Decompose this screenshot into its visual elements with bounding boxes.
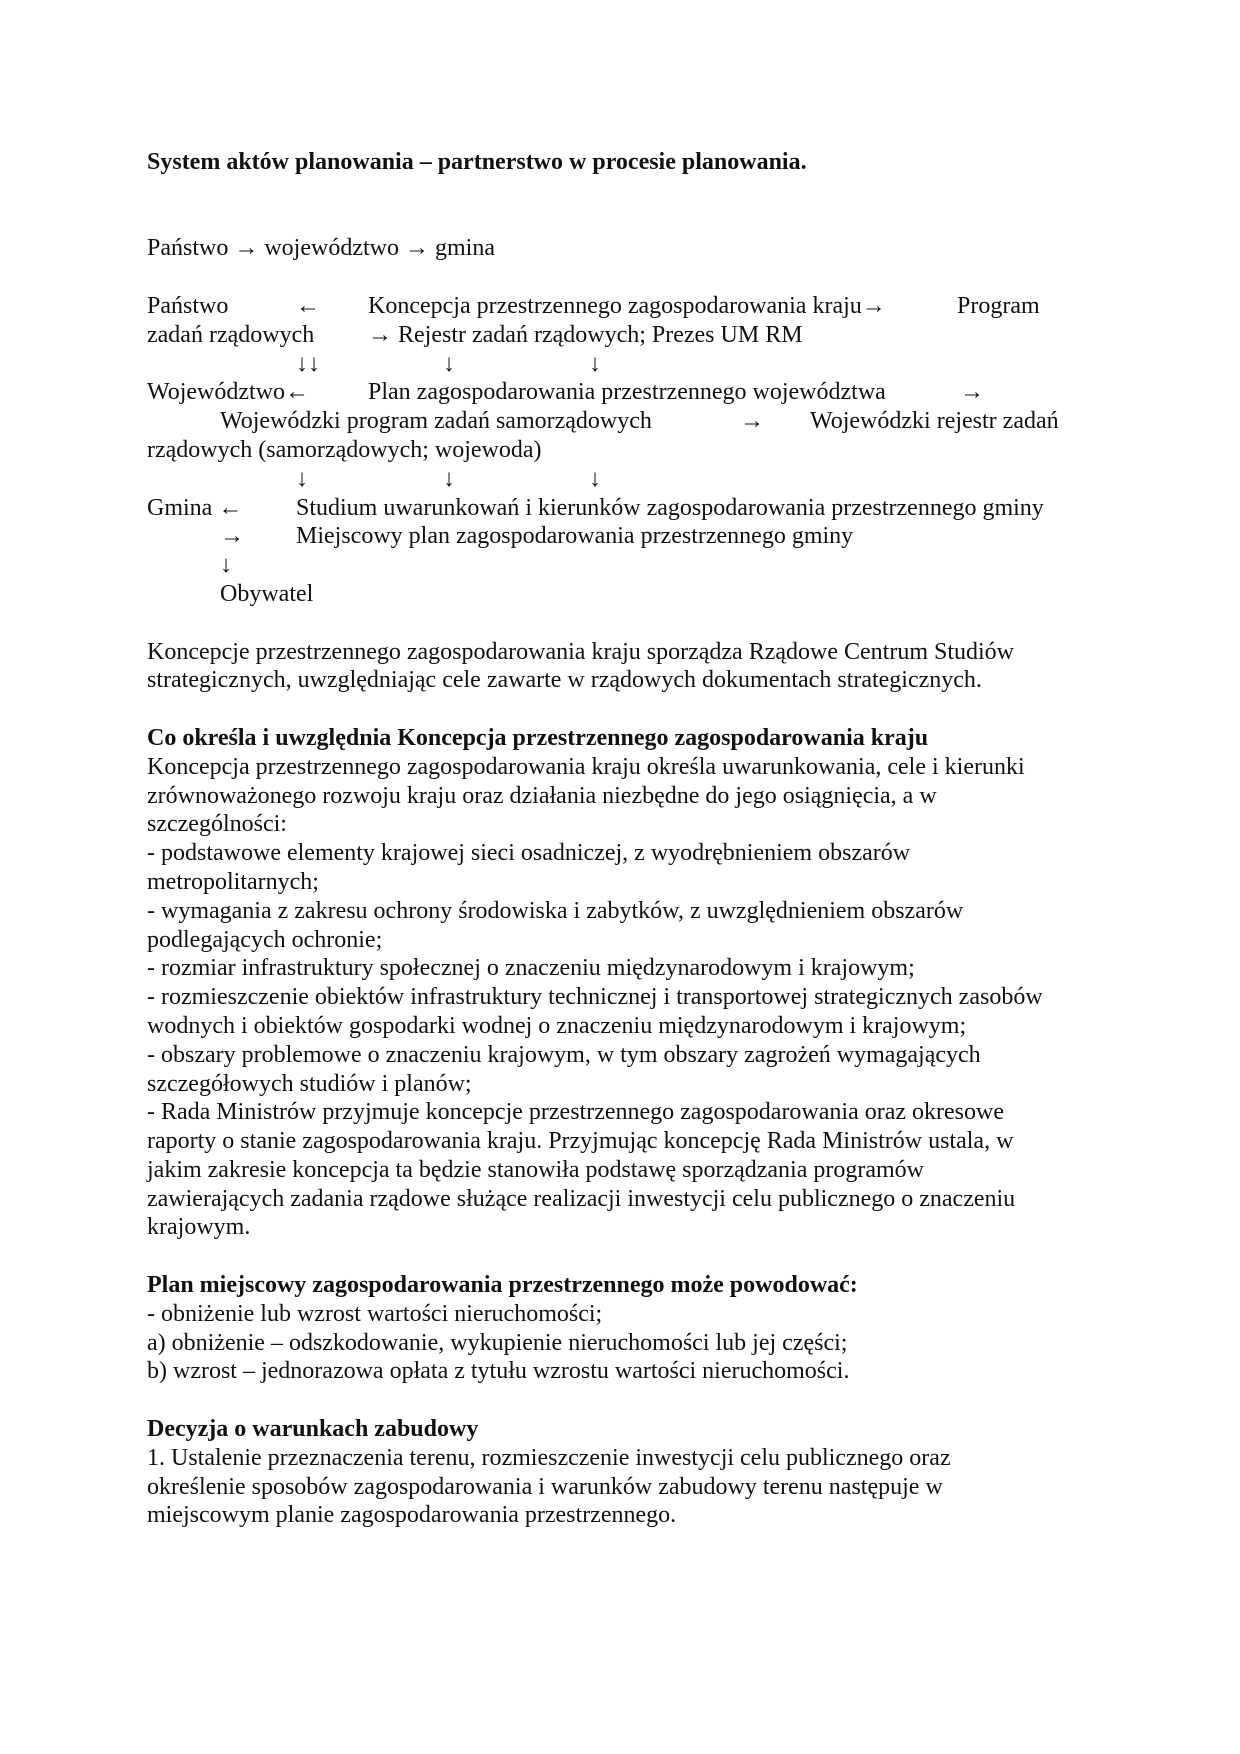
paragraph-line: szczegółowych studiów i planów; xyxy=(147,1070,472,1097)
diagram-text: Gmina ← xyxy=(147,494,243,521)
paragraph-line: Koncepcje przestrzennego zagospodarowania kraju sporządza Rządowe Centrum Studiów xyxy=(147,638,1015,665)
diagram-text: Studium uwarunkowań i kierunków zagospodarowania przestrzennego gminy xyxy=(296,494,1044,521)
down-arrow-icon: ↓↓ xyxy=(296,350,320,377)
diagram-text: Województwo← xyxy=(147,379,310,406)
paragraph-line: jakim zakresie koncepcja ta będzie stanowiła podstawę sporządzania programów xyxy=(147,1156,925,1183)
down-arrow-icon: ↓ xyxy=(589,465,601,492)
paragraph-line: - podstawowe elementy krajowej sieci osadniczej, z wyodrębnieniem obszarów xyxy=(147,840,911,867)
section-heading: Decyzja o warunkach zabudowy xyxy=(147,1416,479,1443)
right-arrow-icon: → xyxy=(960,379,984,406)
diagram-text: rządowych (samorządowych; wojewoda) xyxy=(147,436,542,463)
diagram-text: Wojewódzki program zadań samorządowych xyxy=(220,408,652,435)
section-body xyxy=(147,1300,1107,1386)
paragraph-line: strategicznych, uwzględniając cele zawarte w rządowych dokumentach strategicznych. xyxy=(147,667,982,694)
paragraph-line: podlegających ochronie; xyxy=(147,926,383,953)
section-body xyxy=(147,1444,1107,1530)
paragraph-line: - obszary problemowe o znaczeniu krajowym, w tym obszary zagrożeń wymagających xyxy=(147,1041,981,1068)
left-arrow-icon: ← xyxy=(296,292,320,319)
paragraph-line: - rozmieszczenie obiektów infrastruktury technicznej i transportowej strategicznych zasobów xyxy=(147,984,1043,1011)
paragraph-line: - Rada Ministrów przyjmuje koncepcje przestrzennego zagospodarowania oraz okresowe xyxy=(147,1099,1005,1126)
paragraph-line: wodnych i obiektów gospodarki wodnej o znaczeniu międzynarodowym i krajowym; xyxy=(147,1012,967,1039)
paragraph-line: krajowym. xyxy=(147,1214,251,1241)
diagram-text: Plan zagospodarowania przestrzennego województwa xyxy=(368,379,886,406)
diagram-text: → Rejestr zadań rządowych; Prezes UM RM xyxy=(368,321,803,348)
down-arrow-icon: ↓ xyxy=(443,350,455,377)
paragraph-line: Koncepcja przestrzennego zagospodarowania kraju określa uwarunkowania, cele i kierunki xyxy=(147,753,1025,780)
planning-diagram xyxy=(147,292,1107,609)
section-body xyxy=(147,753,1107,1243)
document-title: System aktów planowania – partnerstwo w procesie planowania. xyxy=(147,149,807,175)
paragraph-line: b) wzrost – jednorazowa opłata z tytułu wzrostu wartości nieruchomości. xyxy=(147,1358,850,1385)
diagram-text: Koncepcja przestrzennego zagospodarowania kraju→ xyxy=(368,292,886,319)
right-arrow-icon: → xyxy=(740,408,764,435)
down-arrow-icon: ↓ xyxy=(589,350,601,377)
paragraph-line: miejscowym planie zagospodarowania przestrzennego. xyxy=(147,1502,677,1529)
diagram-text: Państwo xyxy=(147,292,229,319)
diagram-text: zadań rządowych xyxy=(147,321,315,348)
paragraph-line: a) obniżenie – odszkodowanie, wykupienie nieruchomości lub jej części; xyxy=(147,1329,848,1356)
paragraph-line: - rozmiar infrastruktury społecznej o znaczeniu międzynarodowym i krajowym; xyxy=(147,955,915,982)
diagram-text: Program xyxy=(957,292,1040,319)
diagram-text: Obywatel xyxy=(220,580,314,607)
section-heading: Plan miejscowy zagospodarowania przestrzennego może powodować: xyxy=(147,1272,858,1299)
paragraph-line: raporty o stanie zagospodarowania kraju. Przyjmując koncepcję Rada Ministrów ustala, w xyxy=(147,1128,1014,1155)
down-arrow-icon: ↓ xyxy=(443,465,455,492)
paragraph-line: zrównoważonego rozwoju kraju oraz działania niezbędne do jego osiągnięcia, a w xyxy=(147,782,937,809)
paragraph-line: metropolitarnych; xyxy=(147,868,319,895)
paragraph-line: - obniżenie lub wzrost wartości nieruchomości; xyxy=(147,1300,603,1327)
hierarchy-line: Państwo → województwo → gmina xyxy=(147,235,495,262)
document-page xyxy=(147,148,1107,1530)
diagram-text: Miejscowy plan zagospodarowania przestrzennego gminy xyxy=(296,523,854,550)
down-arrow-icon: ↓ xyxy=(296,465,308,492)
down-arrow-icon: ↓ xyxy=(220,552,232,579)
diagram-text: Wojewódzki rejestr zadań xyxy=(810,408,1059,435)
paragraph-line: zawierających zadania rządowe służące realizacji inwestycji celu publicznego o znaczeniu xyxy=(147,1185,1016,1212)
paragraph-line: - wymagania z zakresu ochrony środowiska i zabytków, z uwzględnieniem obszarów xyxy=(147,897,964,924)
paragraph-line: szczególności: xyxy=(147,811,287,838)
section-heading: Co określa i uwzględnia Koncepcja przestrzennego zagospodarowania kraju xyxy=(147,724,929,751)
right-arrow-icon: → xyxy=(220,523,244,550)
paragraph-line: 1. Ustalenie przeznaczenia terenu, rozmieszczenie inwestycji celu publicznego oraz xyxy=(147,1444,951,1471)
paragraph-line: określenie sposobów zagospodarowania i warunków zabudowy terenu następuje w xyxy=(147,1473,943,1500)
